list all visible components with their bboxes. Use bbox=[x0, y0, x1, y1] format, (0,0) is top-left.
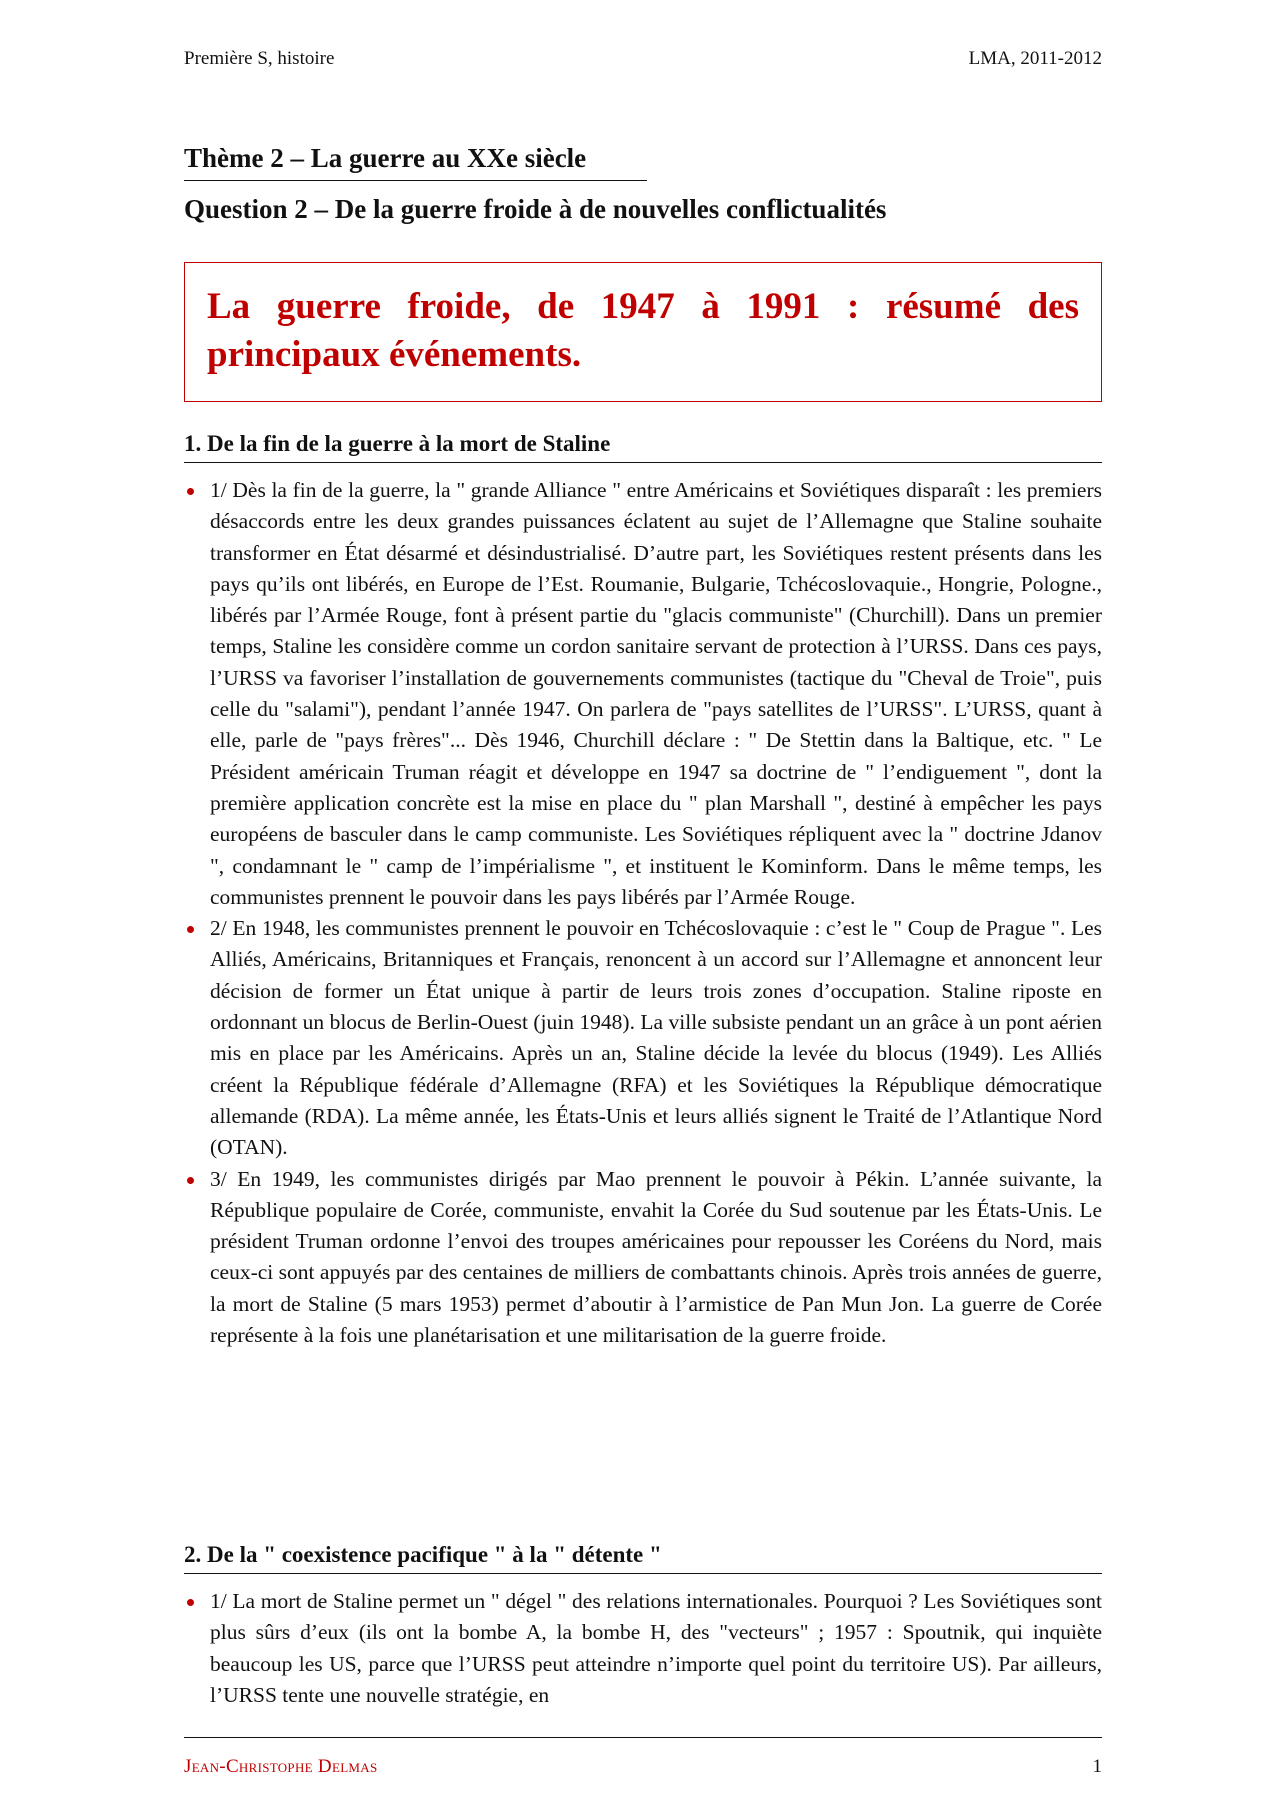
section-2-title: 2. De la " coexistence pacifique " à la " détente " bbox=[184, 1542, 1102, 1574]
footer-author: Jean-Christophe Delmas bbox=[184, 1756, 378, 1777]
bullet-icon bbox=[187, 488, 194, 495]
section-1-list bbox=[184, 475, 1102, 1351]
list-item bbox=[184, 1164, 1102, 1352]
list-item bbox=[184, 1586, 1102, 1711]
section-1-title: 1. De la fin de la guerre à la mort de Staline bbox=[184, 431, 1102, 463]
list-item-text: 3/ En 1949, les communistes dirigés par Mao prennent le pouvoir à Pékin. L’année suivante, la République populaire de Corée, communiste, envahit la Corée du Sud soutenue par les États-Unis. Le président Truman ordonne l’envoi des troupes américaines pour repousser les Coréens du Nord, mais ceux-ci sont appuyés par des centaines de milliers de combattants chinois. Après trois années de guerre, la mort de Staline (5 mars 1953) permet d’aboutir à l’armistice de Pan Mun Jon. La guerre de Corée représente à la fois une planétarisation et une militarisation de la guerre froide. bbox=[210, 1166, 1102, 1348]
section-2-list bbox=[184, 1586, 1102, 1711]
list-item-text: 1/ Dès la fin de la guerre, la " grande Alliance " entre Américains et Soviétiques disparaît : les premiers désaccords entre les deux grandes puissances éclatent au sujet de l’Allemagne que Staline souhaite transformer en État désarmé et désindustrialisé. D’autre part, les Soviétiques restent présents dans les pays qu’ils ont libérés, en Europe de l’Est. Roumanie, Bulgarie, Tchécoslovaquie., Hongrie, Pologne., libérés par l’Armée Rouge, font à présent partie du "glacis communiste" (Churchill). Dans un premier temps, Staline les considère comme un cordon sanitaire servant de protection à l’URSS. Dans ces pays, l’URSS va favoriser l’installation de gouvernements communistes (tactique du "Cheval de Troie", puis celle du "salami"), pendant l’année 1947. On parlera de "pays satellites de l’URSS". L’URSS, quant à elle, parle de "pays frères"... Dès 1946, Churchill déclare : " De Stettin dans la Baltique, etc. " Le Président américain Truman réagit et développe en 1947 sa doctrine de " l’endiguement ", dont la première application concrète est la mise en place du " plan Marshall ", destiné à empêcher les pays européens de basculer dans le camp communiste. Les Soviétiques répliquent avec la " doctrine Jdanov ", condamnant le " camp de l’impérialisme ", et instituent le Kominform. Dans le même temps, les communistes prennent le pouvoir dans les pays libérés par l’Armée Rouge. bbox=[210, 478, 1102, 909]
question-title: Question 2 – De la guerre froide à de nouvelles conflictualités bbox=[184, 194, 887, 224]
bullet-icon bbox=[187, 926, 194, 933]
list-item bbox=[184, 475, 1102, 913]
list-item-text: 2/ En 1948, les communistes prennent le pouvoir en Tchécoslovaquie : c’est le " Coup de Prague ". Les Alliés, Américains, Britanniques et Français, renoncent à un accord sur l’Allemagne et annoncent leur décision de former un État unique à partir de leurs trois zones d’occupation. Staline riposte en ordonnant un blocus de Berlin-Ouest (juin 1948). La ville subsiste pendant un an grâce à un pont aérien mis en place par les Américains. Après un an, Staline décide la levée du blocus (1949). Les Alliés créent la République fédérale d’Allemagne (RFA) et les Soviétiques la République démocratique allemande (RDA). La même année, les États-Unis et leurs alliés signent le Traité de l’Atlantique Nord (OTAN). bbox=[210, 916, 1102, 1160]
bullet-icon bbox=[187, 1177, 194, 1184]
page-header bbox=[184, 48, 1102, 78]
main-title-box bbox=[184, 262, 1102, 402]
bullet-icon bbox=[187, 1599, 194, 1606]
main-title: La guerre froide, de 1947 à 1991 : résumé des principaux événements. bbox=[207, 286, 1079, 375]
page-number: 1 bbox=[1092, 1756, 1102, 1777]
list-item bbox=[184, 913, 1102, 1163]
theme-title: Thème 2 – La guerre au XXe siècle bbox=[184, 143, 647, 181]
list-item-text: 1/ La mort de Staline permet un " dégel " des relations internationales. Pourquoi ? Les Soviétiques sont plus sûrs d’eux (ils ont la bombe A, la bombe H, des "vecteurs" ; 1957 : Spoutnik, qui inquiète beaucoup les US, parce que l’URSS peut atteindre n’importe quel point du territoire US). Par ailleurs, l’URSS tente une nouvelle stratégie, en bbox=[210, 1589, 1102, 1707]
header-course: Première S, histoire bbox=[184, 48, 335, 69]
header-school-year: LMA, 2011-2012 bbox=[968, 48, 1102, 69]
footer-divider bbox=[184, 1737, 1102, 1738]
